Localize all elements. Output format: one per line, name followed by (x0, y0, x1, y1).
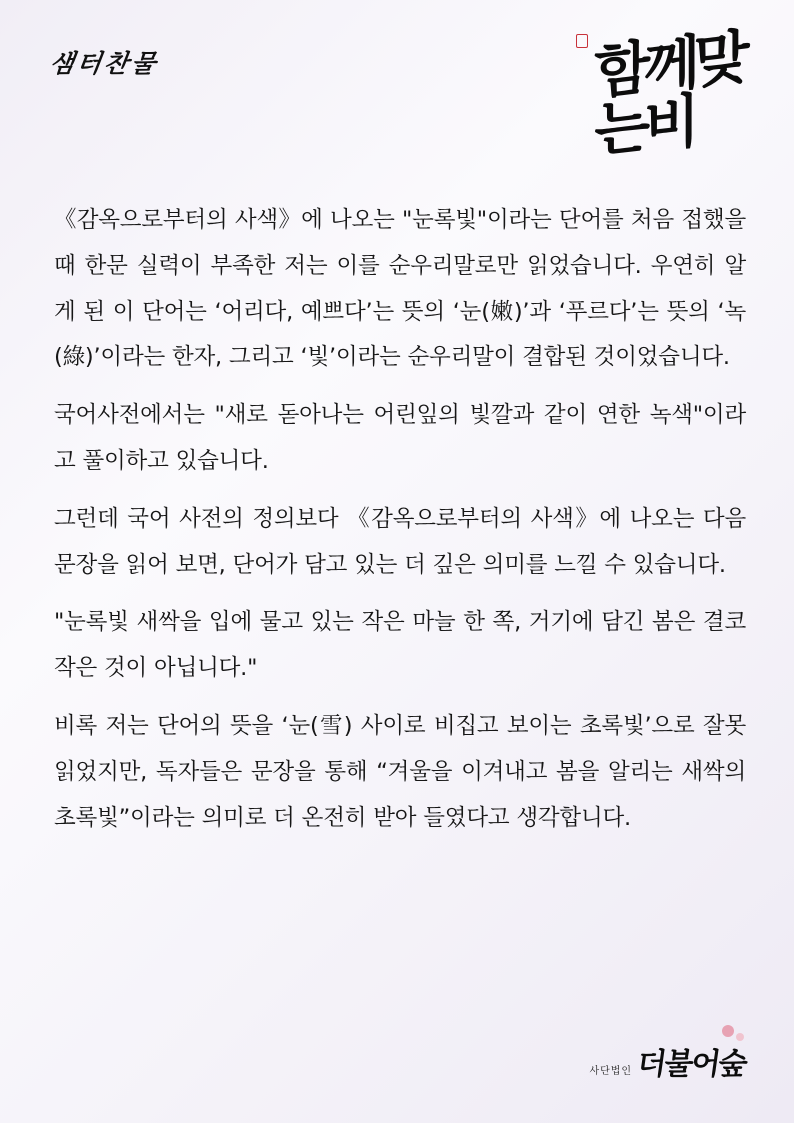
blossom-icon (722, 1025, 734, 1037)
footer-logo-block (589, 1039, 746, 1083)
org-logo: 더불어숲 (635, 1047, 748, 1082)
paragraph-4-quote: "눈록빛 새싹을 입에 물고 있는 작은 마늘 한 쪽, 거기에 담긴 봄은 결코 작은 것이 아닙니다." (54, 609, 746, 682)
paragraph-3: 그런데 국어 사전의 정의보다 《감옥으로부터의 사색》에 나오는 다음 문장을 읽어 보면, 단어가 담고 있는 더 깊은 의미를 느낄 수 있습니다. (54, 505, 746, 578)
logo (576, 22, 746, 166)
blossom-small-icon (736, 1033, 744, 1041)
paragraph-5: 비록 저는 단어의 뜻을 ‘눈(雪) 사이로 비집고 보이는 초록빛’으로 잘못 읽었지만, 독자들은 문장을 통해 “겨울을 이겨내고 봄을 알리는 새싹의 초록빛”이라는 의미로 더 온전히 받아 들였다고 생각합니다. (54, 712, 746, 831)
logo-text: 함께맞는비 (594, 22, 744, 166)
org-prefix: 사단법인 (589, 1066, 633, 1077)
paragraph-1: 《감옥으로부터의 사색》에 나오는 "눈록빛"이라는 단어를 처음 접했을 때 한문 실력이 부족한 저는 이를 순우리말로만 읽었습니다. 우연히 알게 된 이 단어는 ‘어리다, 예쁘다’는 뜻의 ‘눈(嫩)’과 ‘푸르다’는 뜻의 ‘녹(綠)’이라는 한자, 그리고 ‘빛’이라는 순우리말이 결합된 것이었습니다. (54, 207, 746, 371)
essay-body (54, 198, 746, 853)
seal-stamp-icon (576, 34, 588, 48)
header-calligraphy: 샘터찬물 (47, 49, 161, 78)
paragraph-2: 국어사전에서는 "새로 돋아나는 어린잎의 빛깔과 같이 연한 녹색"이라고 풀이하고 있습니다. (54, 402, 746, 474)
